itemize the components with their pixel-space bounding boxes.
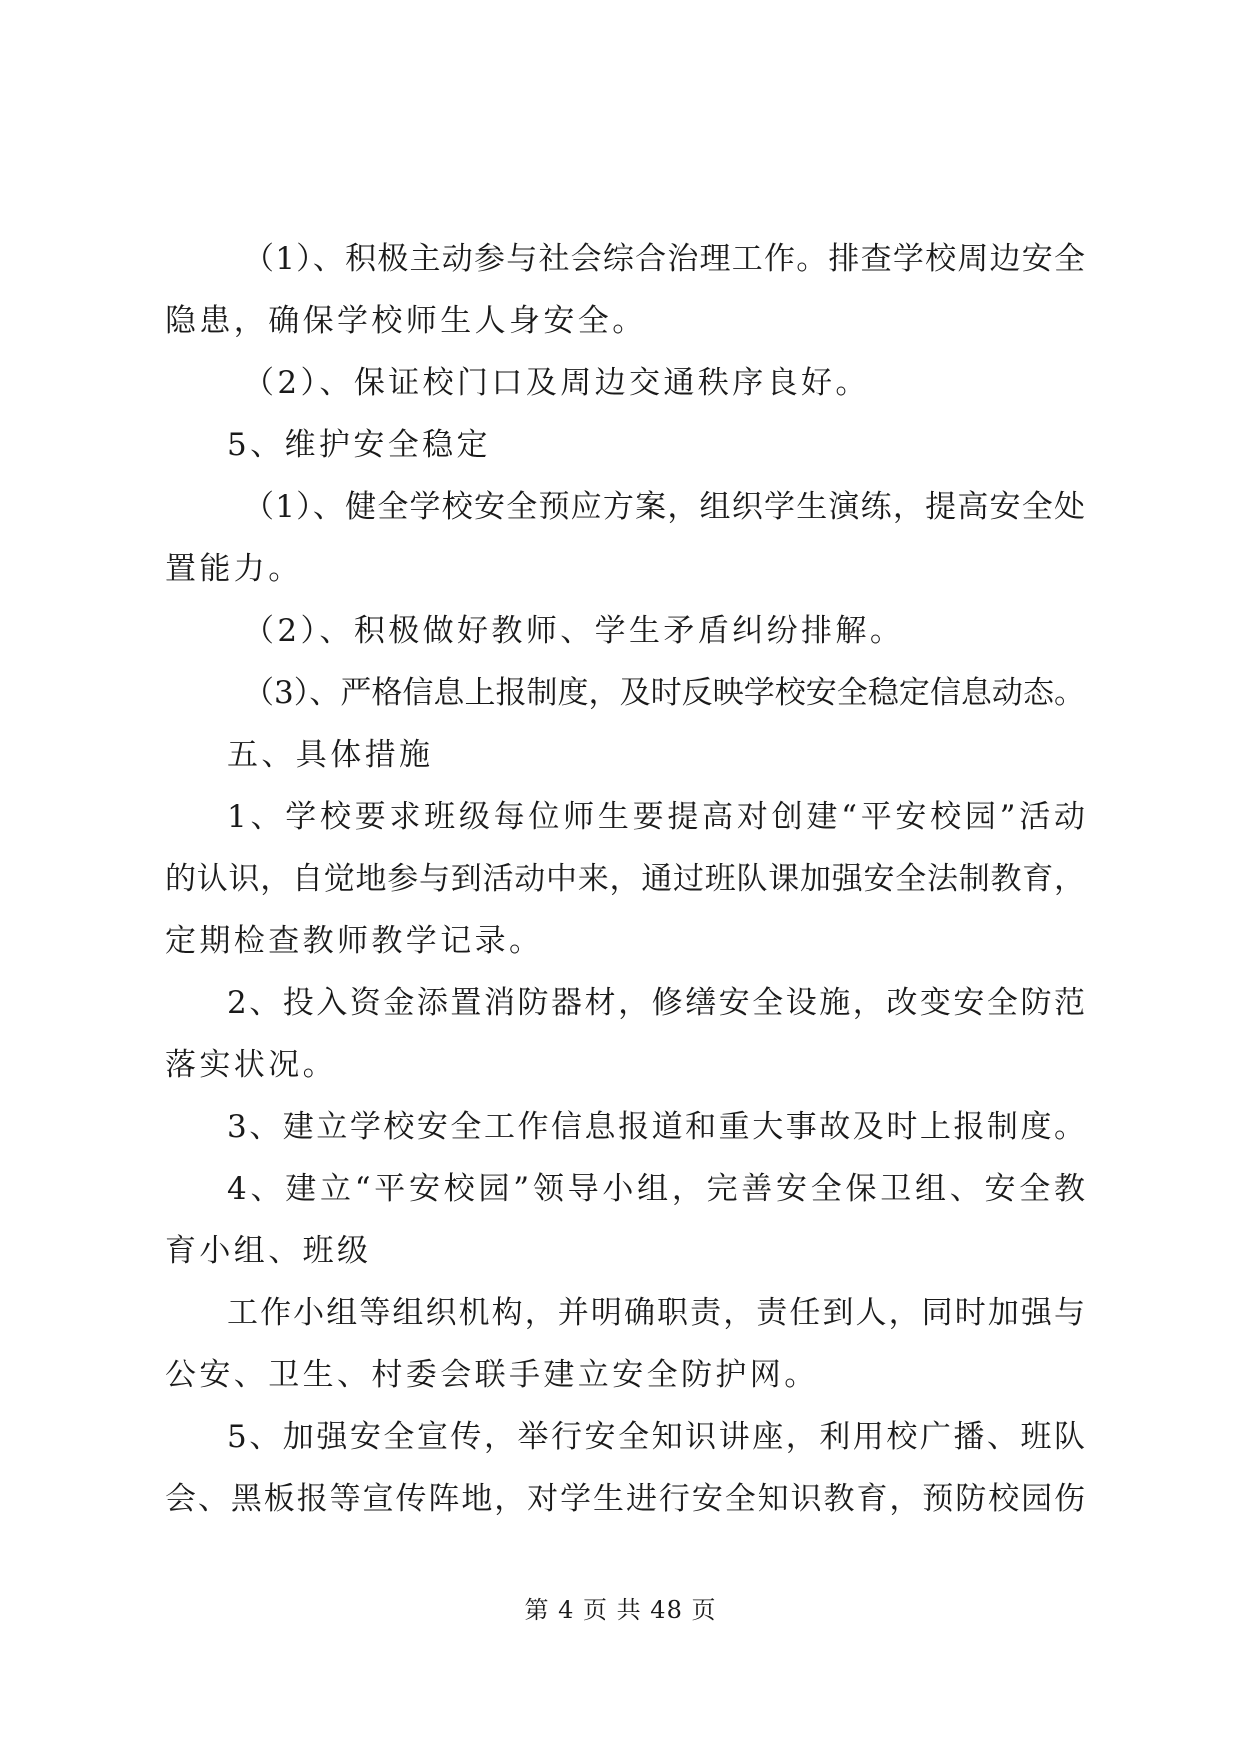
paragraph-line: 3、建立学校安全工作信息报道和重大事故及时上报制度。 [227, 1109, 1085, 1145]
paragraph-line: 的认识，自觉地参与到活动中来，通过班队课加强安全法制教育， [165, 861, 1085, 897]
paragraph-line: 1、学校要求班级每位师生要提高对创建“平安校园”活动 [227, 799, 1085, 835]
paragraph-line: 育小组、班级 [165, 1233, 372, 1269]
paragraph-line: （1）、健全学校安全预应方案，组织学生演练，提高安全处 [243, 489, 1085, 525]
paragraph-line: （1）、积极主动参与社会综合治理工作。排查学校周边安全 [243, 241, 1085, 277]
paragraph-line: 隐患，确保学校师生人身安全。 [165, 303, 647, 339]
paragraph-line: 5、加强安全宣传，举行安全知识讲座，利用校广播、班队 [227, 1419, 1085, 1455]
section-heading: 五、具体措施 [227, 737, 434, 773]
paragraph-line: （3）、严格信息上报制度，及时反映学校安全稳定信息动态。 [243, 675, 1085, 711]
paragraph-line: 定期检查教师教学记录。 [165, 923, 544, 959]
paragraph-line: 4、建立“平安校园”领导小组，完善安全保卫组、安全教 [227, 1171, 1085, 1207]
paragraph-line: 置能力。 [165, 551, 303, 587]
paragraph-line: （2）、积极做好教师、学生矛盾纠纷排解。 [243, 613, 905, 649]
paragraph-line: 会、黑板报等宣传阵地，对学生进行安全知识教育，预防校园伤 [165, 1481, 1085, 1517]
page-number-footer: 第 4 页 共 48 页 [524, 1596, 717, 1624]
document-body [165, 228, 1085, 1530]
paragraph-line: （2）、保证校门口及周边交通秩序良好。 [243, 365, 870, 401]
paragraph-line: 落实状况。 [165, 1047, 337, 1083]
paragraph-line: 2、投入资金添置消防器材，修缮安全设施，改变安全防范 [227, 985, 1085, 1021]
section-heading: 5、维护安全稳定 [227, 427, 491, 463]
paragraph-line: 工作小组等组织机构，并明确职责，责任到人，同时加强与 [227, 1295, 1085, 1331]
paragraph-line: 公安、卫生、村委会联手建立安全防护网。 [165, 1357, 819, 1393]
